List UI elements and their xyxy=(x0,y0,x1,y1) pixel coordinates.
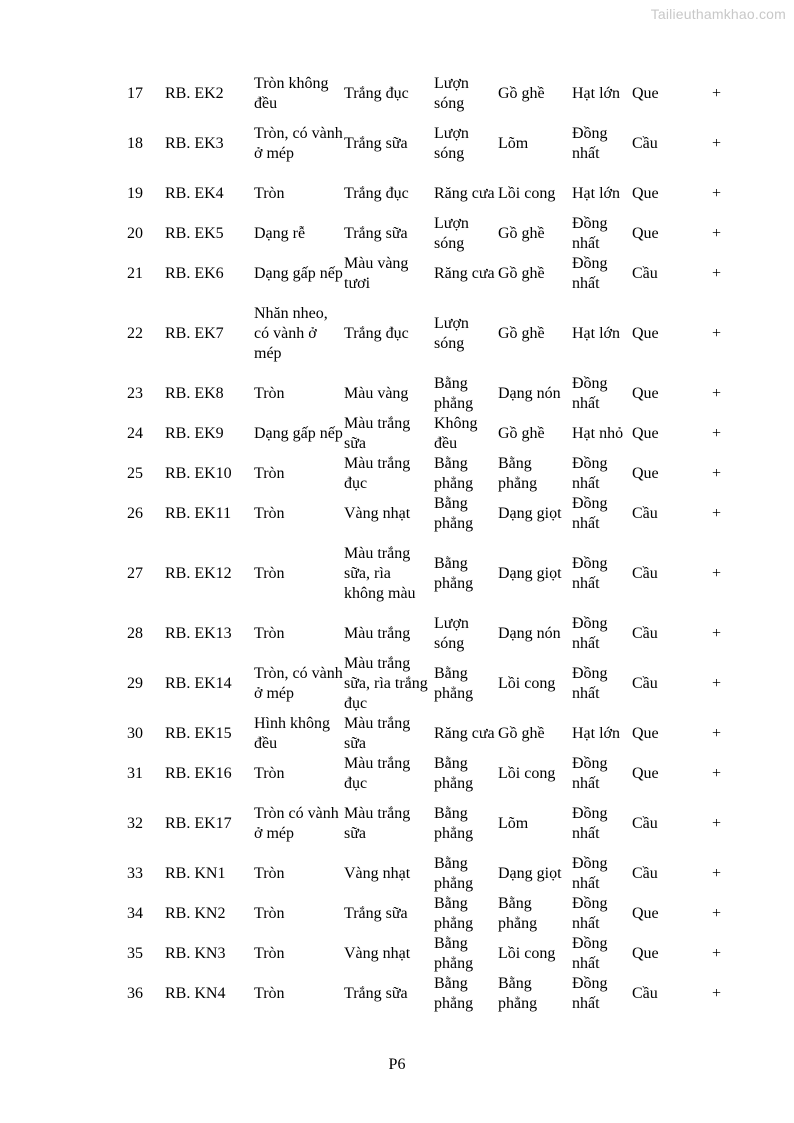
gram-result: + xyxy=(712,765,722,782)
row-number: 34 xyxy=(127,905,143,922)
gram-result: + xyxy=(712,815,722,832)
colony-color: Màu trắng sữa xyxy=(344,415,411,452)
colony-edge: Răng cưa xyxy=(434,185,495,202)
row-number: 18 xyxy=(127,135,143,152)
colony-structure: Đồng nhất xyxy=(572,375,608,412)
colony-color: Màu trắng sữa xyxy=(344,805,411,842)
strain-code: RB. EK11 xyxy=(165,505,232,522)
cell-form: Que xyxy=(632,945,659,962)
row-number: 19 xyxy=(127,185,143,202)
colony-color: Trắng đục xyxy=(344,185,409,202)
colony-color: Màu trắng đục xyxy=(344,455,411,492)
colony-edge: Bằng phẳng xyxy=(434,555,474,592)
colony-color: Trắng đục xyxy=(344,85,409,102)
colony-surface: Gồ ghề xyxy=(498,85,545,102)
strain-code: RB. EK9 xyxy=(165,425,224,442)
gram-result: + xyxy=(712,725,722,742)
colony-shape: Tròn xyxy=(254,505,285,522)
colony-structure: Đồng nhất xyxy=(572,935,608,972)
colony-edge: Lượn sóng xyxy=(434,615,469,652)
colony-structure: Đồng nhất xyxy=(572,615,608,652)
table-row xyxy=(0,714,794,754)
colony-shape: Tròn xyxy=(254,185,285,202)
colony-shape: Dạng rễ xyxy=(254,225,306,242)
cell-form: Que xyxy=(632,765,659,782)
watermark: Tailieuthamkhao.com xyxy=(650,6,786,22)
cell-form: Cầu xyxy=(632,505,658,522)
colony-shape: Tròn có vành ở mép xyxy=(254,805,339,842)
colony-shape: Tròn xyxy=(254,905,285,922)
strain-code: RB. EK4 xyxy=(165,185,224,202)
gram-result: + xyxy=(712,325,722,342)
colony-shape: Tròn xyxy=(254,945,285,962)
strain-code: RB. EK2 xyxy=(165,85,224,102)
table-row xyxy=(0,534,794,614)
strain-code: RB. EK17 xyxy=(165,815,232,832)
colony-edge: Bằng phẳng xyxy=(434,495,474,532)
strain-code: RB. KN2 xyxy=(165,905,226,922)
colony-surface: Bằng phẳng xyxy=(498,975,538,1012)
colony-surface: Gồ ghề xyxy=(498,265,545,282)
table-row xyxy=(0,294,794,374)
strain-code: RB. EK5 xyxy=(165,225,224,242)
colony-edge: Bằng phẳng xyxy=(434,935,474,972)
colony-surface: Lồi cong xyxy=(498,945,556,962)
colony-structure: Đồng nhất xyxy=(572,855,608,892)
cell-form: Cầu xyxy=(632,135,658,152)
colony-surface: Dạng giọt xyxy=(498,505,562,522)
colony-color: Màu trắng sữa xyxy=(344,715,411,752)
gram-result: + xyxy=(712,905,722,922)
colony-shape: Tròn xyxy=(254,985,285,1002)
colony-shape: Dạng gấp nếp xyxy=(254,265,343,282)
row-number: 21 xyxy=(127,265,143,282)
page-number: P6 xyxy=(388,1056,406,1073)
colony-edge: Lượn sóng xyxy=(434,125,469,162)
table-row xyxy=(0,654,794,714)
table-row xyxy=(0,754,794,794)
colony-edge: Bằng phẳng xyxy=(434,455,474,492)
colony-surface: Lồi cong xyxy=(498,675,556,692)
colony-structure: Đồng nhất xyxy=(572,255,608,292)
colony-color: Màu trắng sữa, rìa trắng đục xyxy=(344,655,428,712)
colony-edge: Bằng phẳng xyxy=(434,755,474,792)
colony-color: Màu trắng xyxy=(344,625,411,642)
row-number: 28 xyxy=(127,625,143,642)
gram-result: + xyxy=(712,565,722,582)
colony-edge: Răng cưa xyxy=(434,725,495,742)
table-row xyxy=(0,414,794,454)
strain-code: RB. KN1 xyxy=(165,865,226,882)
strain-code: RB. EK14 xyxy=(165,675,232,692)
table-row xyxy=(0,214,794,254)
colony-structure: Hạt lớn xyxy=(572,325,621,342)
gram-result: + xyxy=(712,505,722,522)
colony-structure: Đồng nhất xyxy=(572,125,608,162)
table-body xyxy=(0,74,794,1014)
cell-form: Cầu xyxy=(632,985,658,1002)
colony-structure: Hạt lớn xyxy=(572,725,621,742)
colony-shape: Tròn xyxy=(254,385,285,402)
colony-shape: Tròn xyxy=(254,765,285,782)
strain-code: RB. EK6 xyxy=(165,265,224,282)
cell-form: Cầu xyxy=(632,675,658,692)
strain-code: RB. EK7 xyxy=(165,325,224,342)
cell-form: Que xyxy=(632,725,659,742)
colony-structure: Hạt lớn xyxy=(572,85,621,102)
colony-shape: Hình không đều xyxy=(254,715,330,752)
gram-result: + xyxy=(712,945,722,962)
colony-surface: Gồ ghề xyxy=(498,325,545,342)
colony-structure: Đồng nhất xyxy=(572,805,608,842)
colony-surface: Dạng giọt xyxy=(498,565,562,582)
strain-code: RB. EK3 xyxy=(165,135,224,152)
colony-structure: Đồng nhất xyxy=(572,755,608,792)
colony-color: Màu vàng xyxy=(344,385,409,402)
colony-edge: Bằng phẳng xyxy=(434,375,474,412)
strain-code: RB. EK16 xyxy=(165,765,232,782)
colony-shape: Dạng gấp nếp xyxy=(254,425,343,442)
strain-code: RB. EK13 xyxy=(165,625,232,642)
row-number: 26 xyxy=(127,505,143,522)
colony-edge: Bằng phẳng xyxy=(434,895,474,932)
colony-edge: Bằng phẳng xyxy=(434,805,474,842)
colony-surface: Dạng nón xyxy=(498,625,561,642)
colony-surface: Bằng phẳng xyxy=(498,455,538,492)
gram-result: + xyxy=(712,865,722,882)
cell-form: Que xyxy=(632,325,659,342)
colony-surface: Gồ ghề xyxy=(498,425,545,442)
cell-form: Que xyxy=(632,425,659,442)
cell-form: Que xyxy=(632,85,659,102)
colony-shape: Tròn xyxy=(254,865,285,882)
row-number: 24 xyxy=(127,425,143,442)
colony-color: Trắng sữa xyxy=(344,225,408,242)
row-number: 35 xyxy=(127,945,143,962)
strain-code: RB. KN4 xyxy=(165,985,226,1002)
table-row xyxy=(0,494,794,534)
colony-structure: Đồng nhất xyxy=(572,495,608,532)
cell-form: Que xyxy=(632,385,659,402)
row-number: 33 xyxy=(127,865,143,882)
colony-shape: Tròn xyxy=(254,625,285,642)
colony-edge: Răng cưa xyxy=(434,265,495,282)
cell-form: Que xyxy=(632,225,659,242)
colony-structure: Hạt nhỏ xyxy=(572,425,624,442)
strain-code: RB. EK8 xyxy=(165,385,224,402)
colony-structure: Đồng nhất xyxy=(572,665,608,702)
strain-code: RB. KN3 xyxy=(165,945,226,962)
row-number: 22 xyxy=(127,325,143,342)
colony-surface: Gồ ghề xyxy=(498,725,545,742)
row-number: 36 xyxy=(127,985,143,1002)
gram-result: + xyxy=(712,225,722,242)
gram-result: + xyxy=(712,625,722,642)
colony-surface: Lồi cong xyxy=(498,765,556,782)
colony-surface: Lõm xyxy=(498,815,529,832)
row-number: 25 xyxy=(127,465,143,482)
cell-form: Que xyxy=(632,465,659,482)
table-row xyxy=(0,974,794,1014)
row-number: 23 xyxy=(127,385,143,402)
gram-result: + xyxy=(712,675,722,692)
colony-surface: Dạng giọt xyxy=(498,865,562,882)
colony-color: Vàng nhạt xyxy=(344,865,411,882)
table-row xyxy=(0,374,794,414)
table-row xyxy=(0,894,794,934)
colony-edge: Bằng phẳng xyxy=(434,665,474,702)
cell-form: Cầu xyxy=(632,815,658,832)
gram-result: + xyxy=(712,135,722,152)
colony-characteristics-table xyxy=(0,74,794,1014)
row-number: 30 xyxy=(127,725,143,742)
gram-result: + xyxy=(712,185,722,202)
colony-color: Trắng sữa xyxy=(344,905,408,922)
table-row xyxy=(0,934,794,974)
colony-edge: Lượn sóng xyxy=(434,315,469,352)
colony-structure: Đồng nhất xyxy=(572,555,608,592)
gram-result: + xyxy=(712,425,722,442)
colony-structure: Hạt lớn xyxy=(572,185,621,202)
row-number: 31 xyxy=(127,765,143,782)
colony-shape: Tròn xyxy=(254,565,285,582)
gram-result: + xyxy=(712,385,722,402)
strain-code: RB. EK15 xyxy=(165,725,232,742)
table-row xyxy=(0,854,794,894)
colony-structure: Đồng nhất xyxy=(572,895,608,932)
cell-form: Cầu xyxy=(632,625,658,642)
colony-shape: Tròn xyxy=(254,465,285,482)
gram-result: + xyxy=(712,985,722,1002)
row-number: 27 xyxy=(127,565,143,582)
colony-edge: Lượn sóng xyxy=(434,215,469,252)
gram-result: + xyxy=(712,265,722,282)
colony-color: Màu vàng tươi xyxy=(344,255,409,292)
colony-color: Trắng sữa xyxy=(344,985,408,1002)
colony-shape: Tròn, có vành ở mép xyxy=(254,125,343,162)
colony-shape: Tròn, có vành ở mép xyxy=(254,665,343,702)
colony-structure: Đồng nhất xyxy=(572,975,608,1012)
row-number: 32 xyxy=(127,815,143,832)
table-row xyxy=(0,254,794,294)
gram-result: + xyxy=(712,465,722,482)
row-number: 17 xyxy=(127,85,143,102)
colony-color: Màu trắng sữa, rìa không màu xyxy=(344,545,416,602)
colony-surface: Lồi cong xyxy=(498,185,556,202)
colony-color: Trắng sữa xyxy=(344,135,408,152)
colony-shape: Tròn không đều xyxy=(254,75,329,112)
colony-color: Màu trắng đục xyxy=(344,755,411,792)
table-row xyxy=(0,114,794,174)
cell-form: Cầu xyxy=(632,265,658,282)
strain-code: RB. EK10 xyxy=(165,465,232,482)
colony-surface: Lõm xyxy=(498,135,529,152)
strain-code: RB. EK12 xyxy=(165,565,232,582)
cell-form: Cầu xyxy=(632,565,658,582)
table-row xyxy=(0,174,794,214)
colony-edge: Bằng phẳng xyxy=(434,975,474,1012)
cell-form: Que xyxy=(632,905,659,922)
colony-color: Vàng nhạt xyxy=(344,505,411,522)
colony-color: Vàng nhạt xyxy=(344,945,411,962)
colony-surface: Bằng phẳng xyxy=(498,895,538,932)
colony-structure: Đồng nhất xyxy=(572,455,608,492)
row-number: 20 xyxy=(127,225,143,242)
colony-edge: Bằng phẳng xyxy=(434,855,474,892)
gram-result: + xyxy=(712,85,722,102)
colony-edge: Lượn sóng xyxy=(434,75,469,112)
colony-surface: Gồ ghề xyxy=(498,225,545,242)
table-row xyxy=(0,614,794,654)
cell-form: Cầu xyxy=(632,865,658,882)
colony-shape: Nhăn nheo, có vành ở mép xyxy=(254,305,328,362)
colony-edge: Không đều xyxy=(434,415,478,452)
colony-structure: Đồng nhất xyxy=(572,215,608,252)
colony-surface: Dạng nón xyxy=(498,385,561,402)
colony-color: Trắng đục xyxy=(344,325,409,342)
row-number: 29 xyxy=(127,675,143,692)
table-row xyxy=(0,74,794,114)
table-row xyxy=(0,794,794,854)
cell-form: Que xyxy=(632,185,659,202)
table-row xyxy=(0,454,794,494)
